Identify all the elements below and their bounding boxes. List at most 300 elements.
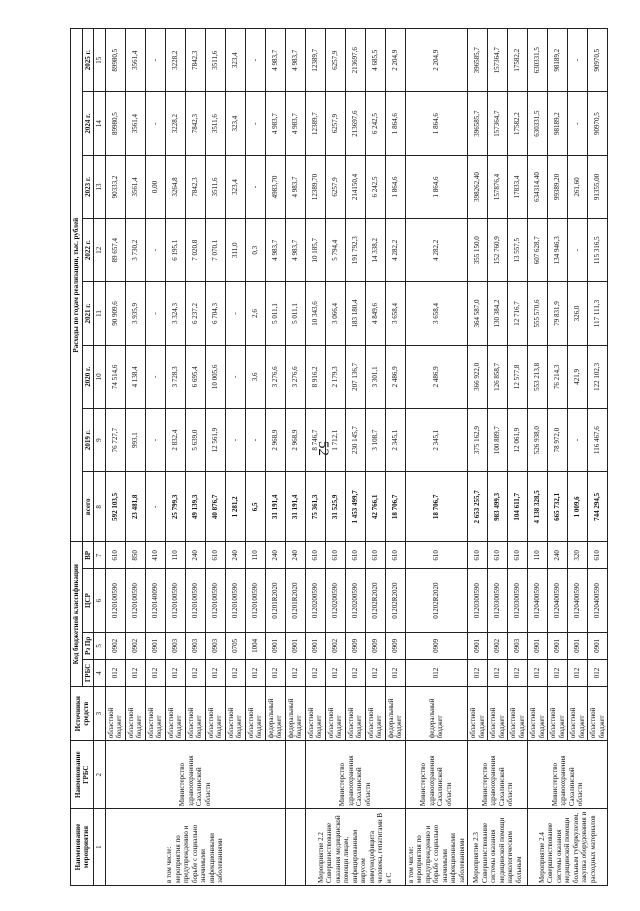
y2024-cell: 4 983,7 — [285, 92, 305, 155]
y2025-cell: 3511,6 — [205, 29, 225, 92]
source-cell: федеральный бюджет — [405, 687, 468, 741]
y2022-cell: 3 730,2 — [125, 219, 145, 282]
y2024-cell: 89980,5 — [105, 92, 125, 155]
y2020-cell: 74 514,6 — [105, 345, 125, 408]
y2020-cell: 3 276,6 — [285, 345, 305, 408]
y2025-cell: 396585,7 — [468, 29, 488, 92]
csr-cell: 01202R2020 — [385, 569, 405, 632]
header-year: всего — [82, 472, 94, 542]
y2020-cell: 76 214,3 — [548, 345, 568, 408]
rzpr-cell: 0901 — [285, 632, 305, 659]
column-number: 8 — [94, 472, 106, 542]
total-cell: 31 191,4 — [285, 472, 305, 542]
y2022-cell: 4 983,7 — [265, 219, 285, 282]
rzpr-cell: 0902 — [325, 632, 345, 659]
y2024-cell: 1 864,6 — [405, 92, 468, 155]
column-number: 1 — [94, 809, 106, 886]
csr-cell: 0120200590 — [305, 569, 325, 632]
y2024-cell: 4 983,7 — [265, 92, 285, 155]
rzpr-cell: 0901 — [528, 632, 548, 659]
y2024-cell: 7842,3 — [185, 92, 205, 155]
y2024-cell: 3511,6 — [205, 92, 225, 155]
y2023-cell: 323,4 — [225, 155, 245, 218]
y2023-cell: 398262,40 — [468, 155, 488, 218]
total-cell: 744 294,5 — [588, 472, 608, 542]
y2019-cell: - — [245, 408, 265, 471]
vr-cell: 610 — [588, 542, 608, 569]
total-cell: - — [145, 472, 165, 542]
y2021-cell: 6 237,2 — [185, 282, 205, 345]
grbs-cell: 012 — [568, 659, 588, 686]
grbs-cell: 012 — [185, 659, 205, 686]
table-row — [528, 29, 548, 886]
y2023-cell: 0,00 — [145, 155, 165, 218]
y2023-cell: 214150,4 — [345, 155, 365, 218]
y2025-cell: 630331,5 — [528, 29, 548, 92]
vr-cell: 850 — [125, 542, 145, 569]
y2023-cell: 99389,20 — [548, 155, 568, 218]
y2020-cell: 3,6 — [245, 345, 265, 408]
y2025-cell: 12389,7 — [305, 29, 325, 92]
rotated-table-wrapper — [70, 28, 605, 886]
rzpr-cell: 0903 — [508, 632, 528, 659]
y2023-cell: 634314,40 — [528, 155, 548, 218]
source-cell: областной бюджет — [508, 687, 528, 741]
csr-cell: 0120400590 — [588, 569, 608, 632]
grbs-cell: 012 — [548, 659, 568, 686]
source-cell: областной бюджет — [325, 687, 345, 741]
y2021-cell: 117 111,3 — [588, 282, 608, 345]
total-cell: 18 706,7 — [385, 472, 405, 542]
y2020-cell: 12 577,8 — [508, 345, 528, 408]
y2024-cell: 213697,6 — [345, 92, 365, 155]
vr-cell: 410 — [145, 542, 165, 569]
y2019-cell: 2 832,4 — [165, 408, 185, 471]
y2020-cell: 3 301,1 — [365, 345, 385, 408]
total-cell: 49 139,3 — [185, 472, 205, 542]
source-cell: областной бюджет — [588, 687, 608, 741]
y2021-cell: - — [145, 282, 165, 345]
y2024-cell: 12389,7 — [305, 92, 325, 155]
vr-cell: 240 — [265, 542, 285, 569]
grbs-cell: 012 — [225, 659, 245, 686]
vr-cell: 110 — [245, 542, 265, 569]
source-cell: областной бюджет — [205, 687, 225, 741]
measure-cell: в том числе: мероприятия по предупреждению и борьбе с социально значимыми инфекционными заболеваниями — [105, 809, 285, 886]
total-cell: 4 138 328,5 — [528, 472, 548, 542]
vr-cell: 610 — [305, 542, 325, 569]
y2021-cell: 3 324,3 — [165, 282, 185, 345]
csr-cell: 01202R2020 — [365, 569, 385, 632]
y2022-cell: 4 282,2 — [385, 219, 405, 282]
y2022-cell: 4 983,7 — [285, 219, 305, 282]
csr-cell: 01201R2020 — [285, 569, 305, 632]
y2022-cell: 4 282,2 — [405, 219, 468, 282]
csr-cell: 0120300590 — [468, 569, 488, 632]
y2019-cell: 2 345,1 — [405, 408, 468, 471]
y2019-cell: 2 968,9 — [285, 408, 305, 471]
source-cell: областной бюджет — [365, 687, 385, 741]
source-cell: федеральный бюджет — [285, 687, 305, 741]
y2025-cell: - — [245, 29, 265, 92]
column-number: 11 — [94, 282, 106, 345]
csr-cell: 0120100590 — [205, 569, 225, 632]
y2022-cell: 14 338,2 — [365, 219, 385, 282]
y2020-cell: 2 179,3 — [325, 345, 345, 408]
table-row — [305, 29, 325, 886]
source-cell: областной бюджет — [528, 687, 548, 741]
budget-table — [70, 28, 608, 886]
y2025-cell: 3561,4 — [125, 29, 145, 92]
total-cell: 25 799,3 — [165, 472, 185, 542]
grbs-name-cell: Министерство здравоохранения Сахалинской области — [305, 741, 405, 809]
y2019-cell: - — [568, 408, 588, 471]
header-year: 2019 г. — [82, 408, 94, 471]
total-cell: 23 481,8 — [125, 472, 145, 542]
y2019-cell: 2 968,9 — [265, 408, 285, 471]
vr-cell: 610 — [488, 542, 508, 569]
header-year: 2024 г. — [82, 92, 94, 155]
rzpr-cell: 0902 — [125, 632, 145, 659]
y2025-cell: - — [568, 29, 588, 92]
source-cell: областной бюджет — [488, 687, 508, 741]
y2023-cell: 6 242,5 — [365, 155, 385, 218]
y2019-cell: 993,1 — [125, 408, 145, 471]
csr-cell: 0120400590 — [548, 569, 568, 632]
grbs-cell: 012 — [385, 659, 405, 686]
csr-cell: 0120100590 — [225, 569, 245, 632]
y2021-cell: 10 343,6 — [305, 282, 325, 345]
header-year: 2023 г. — [82, 155, 94, 218]
y2019-cell: - — [225, 408, 245, 471]
total-cell: 31 525,9 — [325, 472, 345, 542]
y2025-cell: 4 685,5 — [365, 29, 385, 92]
y2019-cell: 230 145,7 — [345, 408, 365, 471]
table-body — [105, 29, 608, 886]
grbs-cell: 012 — [488, 659, 508, 686]
grbs-cell: 012 — [285, 659, 305, 686]
vr-cell: 240 — [225, 542, 245, 569]
y2023-cell: 91355,00 — [588, 155, 608, 218]
csr-cell: 0120200590 — [325, 569, 345, 632]
header-budget-code: Код бюджетной классификации — [71, 542, 83, 687]
source-cell: областной бюджет — [185, 687, 205, 741]
y2021-cell: - — [225, 282, 245, 345]
y2022-cell: 7 070,1 — [205, 219, 225, 282]
total-cell: 31 191,4 — [265, 472, 285, 542]
y2024-cell: 6257,9 — [325, 92, 345, 155]
y2021-cell: 79 831,9 — [548, 282, 568, 345]
y2024-cell: 6 242,5 — [365, 92, 385, 155]
y2022-cell: 5 794,4 — [325, 219, 345, 282]
grbs-cell: 012 — [528, 659, 548, 686]
y2020-cell: 2 486,9 — [385, 345, 405, 408]
column-number: 3 — [94, 687, 106, 741]
y2022-cell: 89 657,4 — [105, 219, 125, 282]
measure-cell: в том числе: мероприятия по предупреждению и борьбе с социально значимыми инфекционными заболеваниями — [405, 809, 468, 886]
table-row — [468, 29, 488, 886]
csr-cell: 0120100590 — [185, 569, 205, 632]
y2024-cell: 90970,5 — [588, 92, 608, 155]
source-cell: областной бюджет — [548, 687, 568, 741]
vr-cell: 240 — [285, 542, 305, 569]
vr-cell: 240 — [548, 542, 568, 569]
y2019-cell: 76 727,7 — [105, 408, 125, 471]
total-cell: 1 009,6 — [568, 472, 588, 542]
y2020-cell: 2 486,9 — [405, 345, 468, 408]
vr-cell: 610 — [345, 542, 365, 569]
column-number: 7 — [94, 542, 106, 569]
column-number: 10 — [94, 345, 106, 408]
y2023-cell: 157876,4 — [488, 155, 508, 218]
vr-cell: 610 — [105, 542, 125, 569]
rzpr-cell: 0901 — [305, 632, 325, 659]
grbs-name-cell: Министерство здравоохранения Сахалинской области — [405, 741, 468, 809]
grbs-cell: 012 — [265, 659, 285, 686]
y2022-cell: 10 185,7 — [305, 219, 325, 282]
y2023-cell: 6257,9 — [325, 155, 345, 218]
y2024-cell: 98189,2 — [548, 92, 568, 155]
y2020-cell: 366 922,0 — [468, 345, 488, 408]
y2022-cell: 115 316,5 — [588, 219, 608, 282]
y2019-cell: 375 162,9 — [468, 408, 488, 471]
rzpr-cell: 0903 — [205, 632, 225, 659]
rzpr-cell: 0901 — [548, 632, 568, 659]
y2025-cell: 7842,3 — [185, 29, 205, 92]
y2021-cell: 3 066,4 — [325, 282, 345, 345]
total-cell: 40 876,7 — [205, 472, 225, 542]
y2023-cell: 7842,3 — [185, 155, 205, 218]
total-cell: 2 653 255,7 — [468, 472, 488, 542]
y2021-cell: 3 658,4 — [385, 282, 405, 345]
csr-cell: 0120200590 — [345, 569, 365, 632]
column-number: 15 — [94, 29, 106, 92]
column-number-row — [94, 29, 106, 886]
y2020-cell: 421,9 — [568, 345, 588, 408]
rzpr-cell: 0901 — [265, 632, 285, 659]
y2023-cell: 3511,6 — [205, 155, 225, 218]
y2022-cell: 355 150,0 — [468, 219, 488, 282]
y2023-cell: 3264,8 — [165, 155, 185, 218]
header-year: 2021 г. — [82, 282, 94, 345]
header-expenses: Расходы по годам реализации, тыс. рублей — [71, 29, 83, 542]
vr-cell: 610 — [385, 542, 405, 569]
rzpr-cell: 0903 — [185, 632, 205, 659]
grbs-cell: 012 — [305, 659, 325, 686]
y2020-cell: - — [225, 345, 245, 408]
column-number: 2 — [94, 741, 106, 809]
y2021-cell: 555 570,6 — [528, 282, 548, 345]
grbs-name-cell: Министерство здравоохранения Сахалинской области — [468, 741, 528, 809]
y2020-cell: 553 213,8 — [528, 345, 548, 408]
y2024-cell: 3228,2 — [165, 92, 185, 155]
y2025-cell: 4 983,7 — [285, 29, 305, 92]
y2024-cell: 323,4 — [225, 92, 245, 155]
y2021-cell: 5 011,1 — [285, 282, 305, 345]
grbs-cell: 012 — [588, 659, 608, 686]
total-cell: 18 706,7 — [405, 472, 468, 542]
rzpr-cell: 0705 — [225, 632, 245, 659]
y2023-cell: 1 864,6 — [385, 155, 405, 218]
rzpr-cell: 0909 — [385, 632, 405, 659]
vr-cell: 320 — [568, 542, 588, 569]
grbs-cell: 012 — [145, 659, 165, 686]
vr-cell: 610 — [508, 542, 528, 569]
rzpr-cell: 1004 — [245, 632, 265, 659]
y2020-cell: 3 276,6 — [265, 345, 285, 408]
rzpr-cell: 0901 — [468, 632, 488, 659]
y2022-cell: - — [145, 219, 165, 282]
csr-cell: 0120400590 — [568, 569, 588, 632]
rzpr-cell: 0909 — [345, 632, 365, 659]
y2021-cell: 130 384,2 — [488, 282, 508, 345]
y2025-cell: 89980,5 — [105, 29, 125, 92]
rzpr-cell: 0901 — [568, 632, 588, 659]
header-year: 2022 г. — [82, 219, 94, 282]
source-cell: областной бюджет — [345, 687, 365, 741]
y2025-cell: 90970,5 — [588, 29, 608, 92]
y2024-cell: 157364,7 — [488, 92, 508, 155]
source-cell: областной бюджет — [105, 687, 125, 741]
source-cell: областной бюджет — [305, 687, 325, 741]
y2023-cell: 4983,70 — [265, 155, 285, 218]
y2025-cell: 157364,7 — [488, 29, 508, 92]
y2022-cell: 311,0 — [225, 219, 245, 282]
y2022-cell: 607 628,7 — [528, 219, 548, 282]
vr-cell: 610 — [365, 542, 385, 569]
csr-cell: 0120100590 — [245, 569, 265, 632]
source-cell: областной бюджет — [225, 687, 245, 741]
y2019-cell: 2 345,1 — [385, 408, 405, 471]
csr-cell: 0120100590 — [165, 569, 185, 632]
y2019-cell: 78 972,0 — [548, 408, 568, 471]
rzpr-cell: 0909 — [405, 632, 468, 659]
source-cell: областной бюджет — [145, 687, 165, 741]
y2021-cell: 6 704,3 — [205, 282, 225, 345]
y2020-cell: 4 138,4 — [125, 345, 145, 408]
rzpr-cell: 0902 — [105, 632, 125, 659]
total-cell: 42 766,1 — [365, 472, 385, 542]
y2019-cell: 8 746,7 — [305, 408, 325, 471]
y2024-cell: 3561,4 — [125, 92, 145, 155]
csr-cell: 0120140090 — [145, 569, 165, 632]
column-number: 4 — [94, 659, 106, 686]
source-cell: федеральный бюджет — [385, 687, 405, 741]
y2024-cell: 396585,7 — [468, 92, 488, 155]
column-number: 14 — [94, 92, 106, 155]
grbs-cell: 012 — [165, 659, 185, 686]
rzpr-cell: 0909 — [365, 632, 385, 659]
y2019-cell: 12 061,9 — [508, 408, 528, 471]
y2021-cell: 364 587,0 — [468, 282, 488, 345]
page-number: 52 — [315, 441, 331, 456]
header-year: 2025 г. — [82, 29, 94, 92]
y2022-cell: 191 792,3 — [345, 219, 365, 282]
grbs-cell: 012 — [105, 659, 125, 686]
y2020-cell: 126 858,7 — [488, 345, 508, 408]
rzpr-cell: 0902 — [488, 632, 508, 659]
vr-cell: 610 — [205, 542, 225, 569]
header-source: Источники средств — [71, 687, 94, 741]
y2023-cell: - — [245, 155, 265, 218]
y2025-cell: - — [145, 29, 165, 92]
y2019-cell: - — [145, 408, 165, 471]
grbs-cell: 012 — [405, 659, 468, 686]
grbs-cell: 012 — [325, 659, 345, 686]
header-code: Рз Пр — [82, 632, 94, 659]
y2020-cell: 207 136,7 — [345, 345, 365, 408]
source-cell: областной бюджет — [468, 687, 488, 741]
y2022-cell: 13 557,5 — [508, 219, 528, 282]
grbs-cell: 012 — [245, 659, 265, 686]
total-cell: 6,5 — [245, 472, 265, 542]
y2025-cell: 213697,6 — [345, 29, 365, 92]
y2023-cell: 3561,4 — [125, 155, 145, 218]
total-cell: 665 732,1 — [548, 472, 568, 542]
csr-cell: 0120400590 — [528, 569, 548, 632]
grbs-cell: 012 — [205, 659, 225, 686]
y2019-cell: 1 712,1 — [325, 408, 345, 471]
y2019-cell: 3 108,7 — [365, 408, 385, 471]
y2022-cell: 0,3 — [245, 219, 265, 282]
y2020-cell: 122 102,3 — [588, 345, 608, 408]
vr-cell: 610 — [325, 542, 345, 569]
csr-cell: 01202R2020 — [405, 569, 468, 632]
source-cell: областной бюджет — [125, 687, 145, 741]
y2019-cell: 116 467,6 — [588, 408, 608, 471]
y2024-cell: - — [245, 92, 265, 155]
table-row — [285, 29, 305, 886]
total-cell: 983 499,3 — [488, 472, 508, 542]
total-cell: 104 611,7 — [508, 472, 528, 542]
total-cell: 1 281,2 — [225, 472, 245, 542]
vr-cell: 110 — [165, 542, 185, 569]
y2021-cell: 3 935,9 — [125, 282, 145, 345]
source-cell: областной бюджет — [568, 687, 588, 741]
y2024-cell: - — [145, 92, 165, 155]
y2025-cell: 3228,2 — [165, 29, 185, 92]
measure-cell — [285, 809, 305, 886]
y2020-cell: 6 695,4 — [185, 345, 205, 408]
y2023-cell: 4 983,7 — [285, 155, 305, 218]
y2024-cell: - — [568, 92, 588, 155]
table-row — [105, 29, 125, 886]
total-cell: 1 453 499,7 — [345, 472, 365, 542]
y2023-cell: 1 864,6 — [405, 155, 468, 218]
csr-cell: 0120100590 — [105, 569, 125, 632]
y2019-cell: 526 938,0 — [528, 408, 548, 471]
table-header — [71, 29, 106, 886]
y2021-cell: 90 909,6 — [105, 282, 125, 345]
y2020-cell: 3 728,3 — [165, 345, 185, 408]
y2021-cell: 326,0 — [568, 282, 588, 345]
grbs-name-cell: Министерство здравоохранения Сахалинской области — [528, 741, 608, 809]
y2023-cell: 12389,70 — [305, 155, 325, 218]
csr-cell: 0120300590 — [488, 569, 508, 632]
y2020-cell: - — [145, 345, 165, 408]
header-code: ГРБС — [82, 659, 94, 686]
rzpr-cell: 0901 — [588, 632, 608, 659]
y2021-cell: 5 011,1 — [265, 282, 285, 345]
column-number: 13 — [94, 155, 106, 218]
y2025-cell: 4 983,7 — [265, 29, 285, 92]
rzpr-cell: 0901 — [145, 632, 165, 659]
total-cell: 75 361,3 — [305, 472, 325, 542]
vr-cell: 610 — [468, 542, 488, 569]
y2022-cell: 7 020,8 — [185, 219, 205, 282]
y2019-cell: 12 561,9 — [205, 408, 225, 471]
y2025-cell: 2 204,9 — [405, 29, 468, 92]
